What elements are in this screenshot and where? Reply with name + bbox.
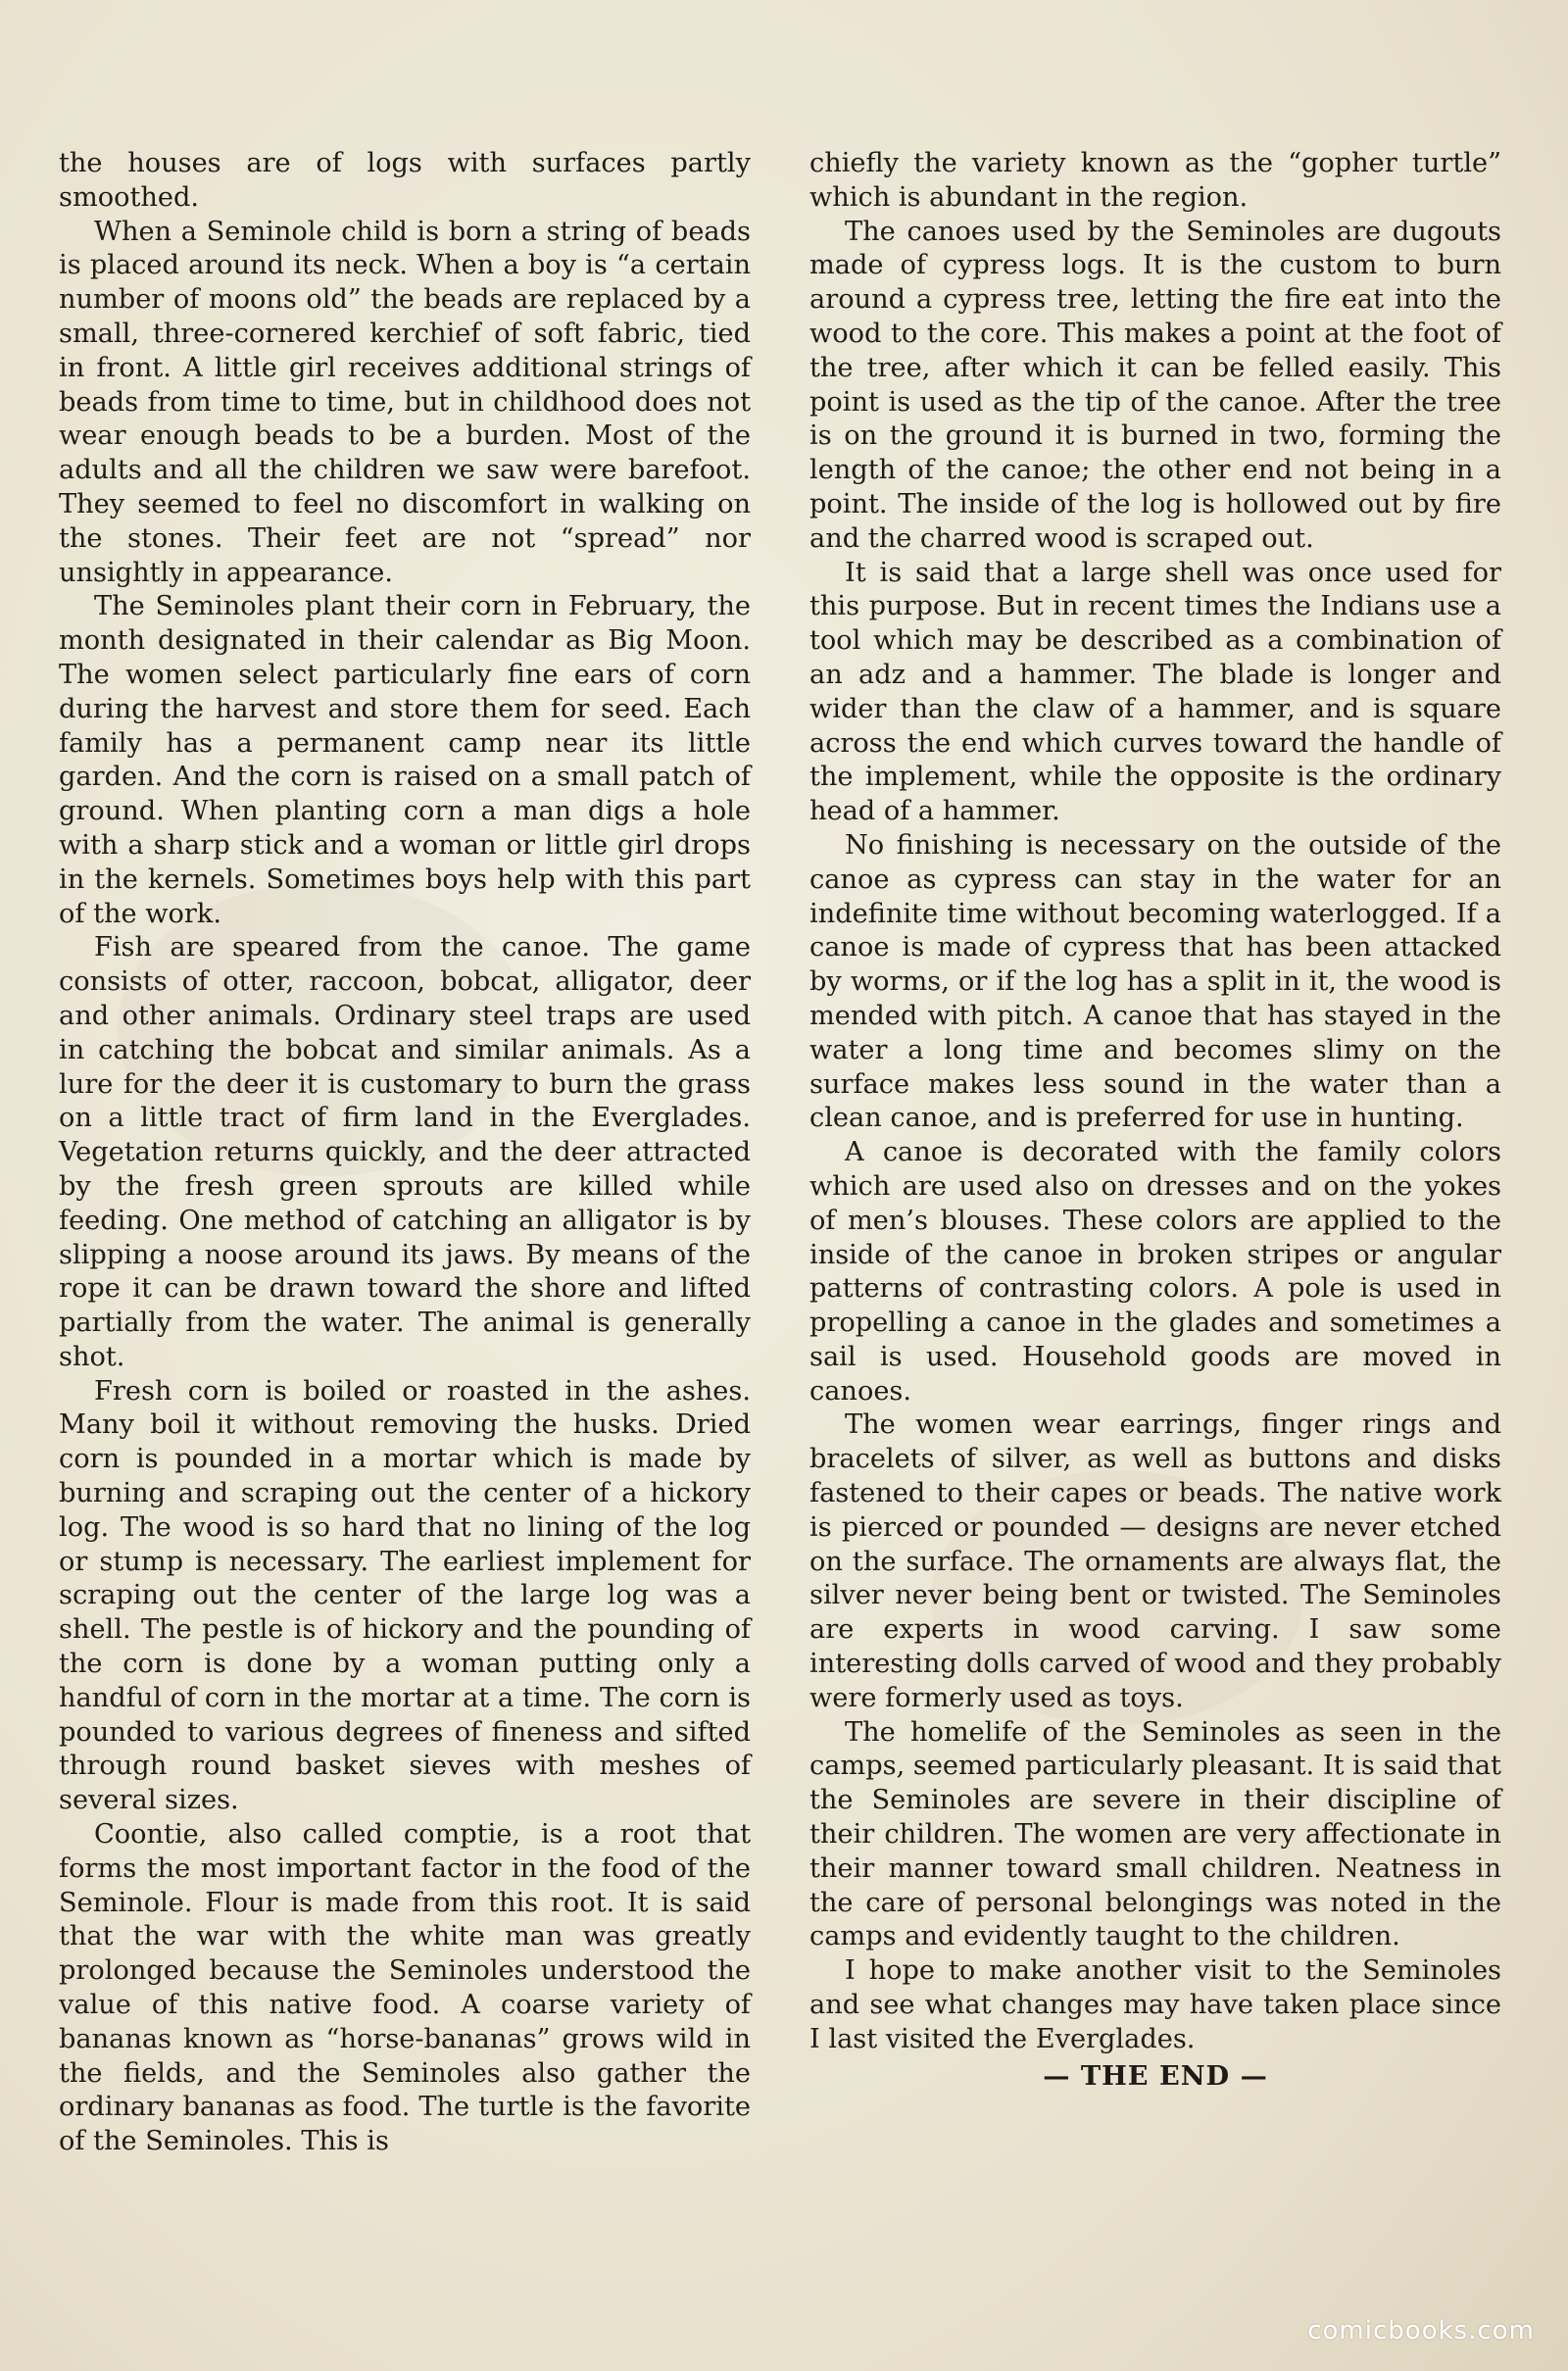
site-watermark: comicbooks.com [1307, 2316, 1535, 2346]
right-column [809, 147, 1501, 2093]
paragraph: It is said that a large shell was once used for this purpose. But in recent times the Indians use a tool which may be described as a combination of an adz and a hammer. The blade is longer and wider than the claw of a hammer, and is square across the end which curves toward the handle of the implement, while the opposite is the ordinary head of a hammer. [809, 557, 1501, 827]
paragraph: The canoes used by the Seminoles are dugouts made of cypress logs. It is the custom to burn around a cypress tree, letting the fire eat into the wood to the core. This makes a point at the foot of the tree, after which it can be felled easily. This point is used as the tip of the canoe. After the tree is on the ground it is burned in two, forming the length of the canoe; the other end not being in a point. The inside of the log is hollowed out by fire and the charred wood is scraped out. [809, 216, 1501, 554]
paragraph: The homelife of the Seminoles as seen in the camps, seemed particularly pleasant. It is said that the Seminoles are severe in their discipline of their children. The women are very affectionate in their manner toward small children. Neatness in the care of personal belongings was noted in the camps and evidently taught to the children. [809, 1716, 1501, 1952]
paragraph: The Seminoles plant their corn in February, the month designated in their calendar as Big Moon. The women select particularly fine ears of corn during the harvest and store them for seed. Each family has a permanent camp near its little garden. And the corn is raised on a small patch of ground. When planting corn a man digs a hole with a sharp stick and a woman or little girl drops in the kernels. Sometimes boys help with this part of the work. [59, 591, 751, 929]
paragraph: I hope to make another visit to the Seminoles and see what changes may have taken place since I last visited the Everglades. [809, 1955, 1501, 2054]
paragraph: The women wear earrings, finger rings and bracelets of silver, as well as buttons and disks fastened to their capes or beads. The native work is pierced or pounded — designs are never etched on the surface. The ornaments are always flat, the silver never being bent or twisted. The Seminoles are experts in wood carving. I saw some interesting dolls carved of wood and they probably were formerly used as toys. [809, 1409, 1501, 1713]
the-end-mark: — THE END — [1043, 2059, 1268, 2092]
paragraph: Coontie, also called comptie, is a root that forms the most important factor in the food of the Seminole. Flour is made from this root. It is said that the war with the white man was greatly prolonged because the Seminoles understood the value of this native food. A coarse variety of bananas known as “horse-bananas” grows wild in the fields, and the Seminoles also gather the ordinary bananas as food. The turtle is the favorite of the Seminoles. This is [59, 1819, 751, 2157]
paragraph: A canoe is decorated with the family colors which are used also on dresses and on the yokes of men’s blouses. These colors are applied to the inside of the canoe in broken stripes or angular patterns of contrasting colors. A pole is used in propelling a canoe in the glades and sometimes a sail is used. Household goods are moved in canoes. [809, 1137, 1501, 1407]
paragraph: When a Seminole child is born a string of beads is placed around its neck. When a boy is “a certain number of moons old” the beads are replaced by a small, three-cornered kerchief of soft fabric, tied in front. A little girl receives additional strings of beads from time to time, but in childhood does not wear enough beads to be a burden. Most of the adults and all the children we saw were barefoot. They seemed to feel no discomfort in walking on the stones. Their feet are not “spread” nor unsightly in appearance. [59, 216, 751, 588]
paragraph: the houses are of logs with surfaces partly smoothed. [59, 148, 751, 213]
paragraph: Fish are speared from the canoe. The game consists of otter, raccoon, bobcat, alligator, deer and other animals. Ordinary steel traps are used in catching the bobcat and similar animals. As a lure for the deer it is customary to burn the grass on a little tract of firm land in the Everglades. Vegetation returns quickly, and the deer attracted by the fresh green sprouts are killed while feeding. One method of catching an alligator is by slipping a noose around its jaws. By means of the rope it can be drawn toward the shore and lifted partially from the water. The animal is generally shot. [59, 932, 751, 1372]
paragraph: No finishing is necessary on the outside of the canoe as cypress can stay in the water for an indefinite time without becoming waterlogged. If a canoe is made of cypress that has been attacked by worms, or if the log has a split in it, the wood is mended with pitch. A canoe that has stayed in the water a long time and becomes slimy on the surface makes less sound in the water than a clean canoe, and is preferred for use in hunting. [809, 829, 1501, 1134]
left-column [59, 147, 751, 2159]
paragraph: Fresh corn is boiled or roasted in the ashes. Many boil it without removing the husks. Dried corn is pounded in a mortar which is made by burning and scraping out the center of a hickory log. The wood is so hard that no lining of the log or stump is necessary. The earliest implement for scraping out the center of the large log was a shell. The pestle is of hickory and the pounding of the corn is done by a woman putting only a handful of corn in the mortar at a time. The corn is pounded to various degrees of fineness and sifted through round basket sieves with meshes of several sizes. [59, 1375, 751, 1816]
paragraph: chiefly the variety known as the “gopher turtle” which is abundant in the region. [809, 148, 1501, 213]
